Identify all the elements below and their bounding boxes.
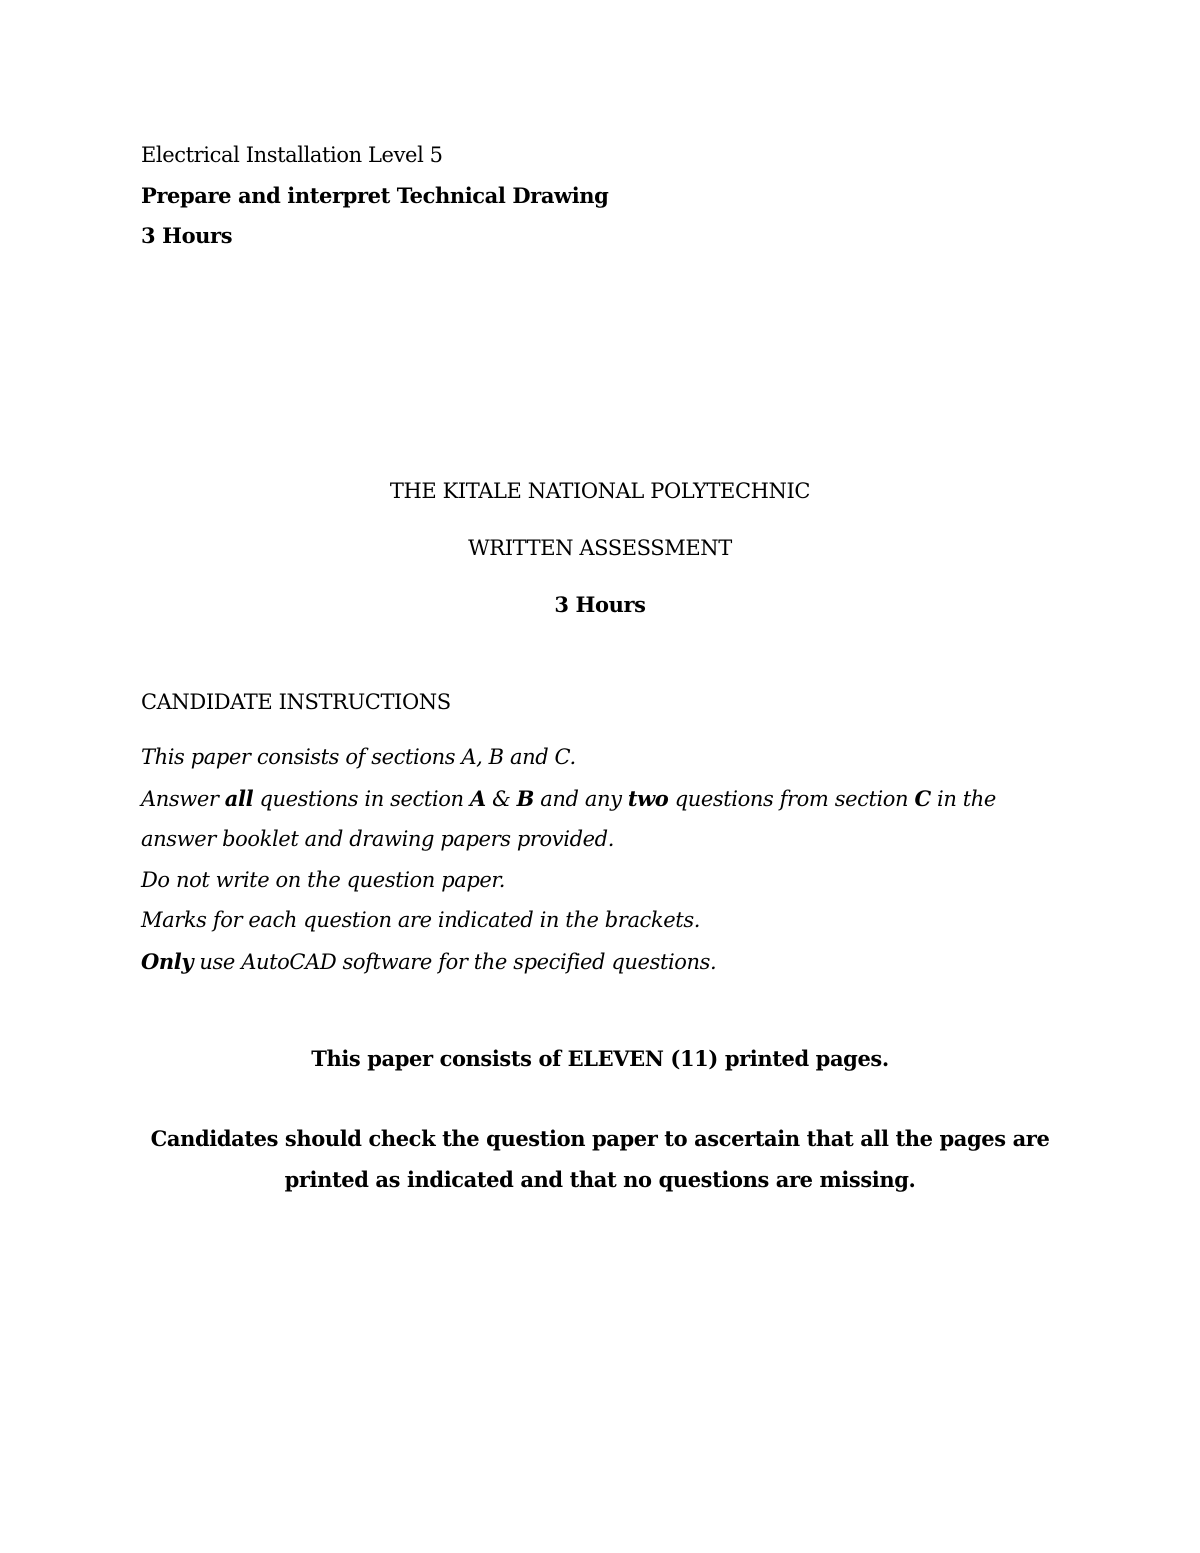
emphasis-section-b: B <box>516 786 534 811</box>
emphasis-two: two <box>627 786 669 811</box>
emphasis-only: Only <box>141 949 194 974</box>
instruction-do-not-write: Do not write on the question paper. <box>141 868 506 892</box>
assessment-type: WRITTEN ASSESSMENT <box>468 536 732 560</box>
instructions-heading: CANDIDATE INSTRUCTIONS <box>141 690 451 714</box>
instruction-autocad-part: use AutoCAD software for the specified questions. <box>193 950 717 974</box>
instruction-answer-part: questions from section <box>668 787 915 811</box>
institution-name: THE KITALE NATIONAL POLYTECHNIC <box>389 479 811 503</box>
check-note-line2: printed as indicated and that no questions are missing. <box>284 1167 916 1192</box>
instruction-marks: Marks for each question are indicated in the brackets. <box>141 908 700 932</box>
check-note-line1: Candidates should check the question paper to ascertain that all the pages are <box>150 1126 1050 1151</box>
page-count-note: This paper consists of ELEVEN (11) printed pages. <box>311 1046 889 1071</box>
instruction-answer-part: & <box>485 787 517 811</box>
instruction-answer-part: Answer <box>141 787 225 811</box>
emphasis-section-c: C <box>914 786 931 811</box>
instruction-answer <box>141 786 996 812</box>
instruction-answer-continued: answer booklet and drawing papers provided. <box>141 827 614 851</box>
instruction-autocad <box>141 949 716 975</box>
instruction-answer-part: and any <box>534 787 628 811</box>
assessment-duration: 3 Hours <box>554 592 646 617</box>
emphasis-all: all <box>224 786 254 811</box>
header-duration: 3 Hours <box>141 223 233 248</box>
unit-title: Prepare and interpret Technical Drawing <box>141 183 609 208</box>
instruction-sections: This paper consists of sections A, B and C. <box>141 745 576 769</box>
instruction-answer-part: questions in section <box>253 787 470 811</box>
instruction-answer-part: in the <box>930 787 996 811</box>
emphasis-section-a: A <box>469 786 486 811</box>
course-title: Electrical Installation Level 5 <box>141 143 443 167</box>
